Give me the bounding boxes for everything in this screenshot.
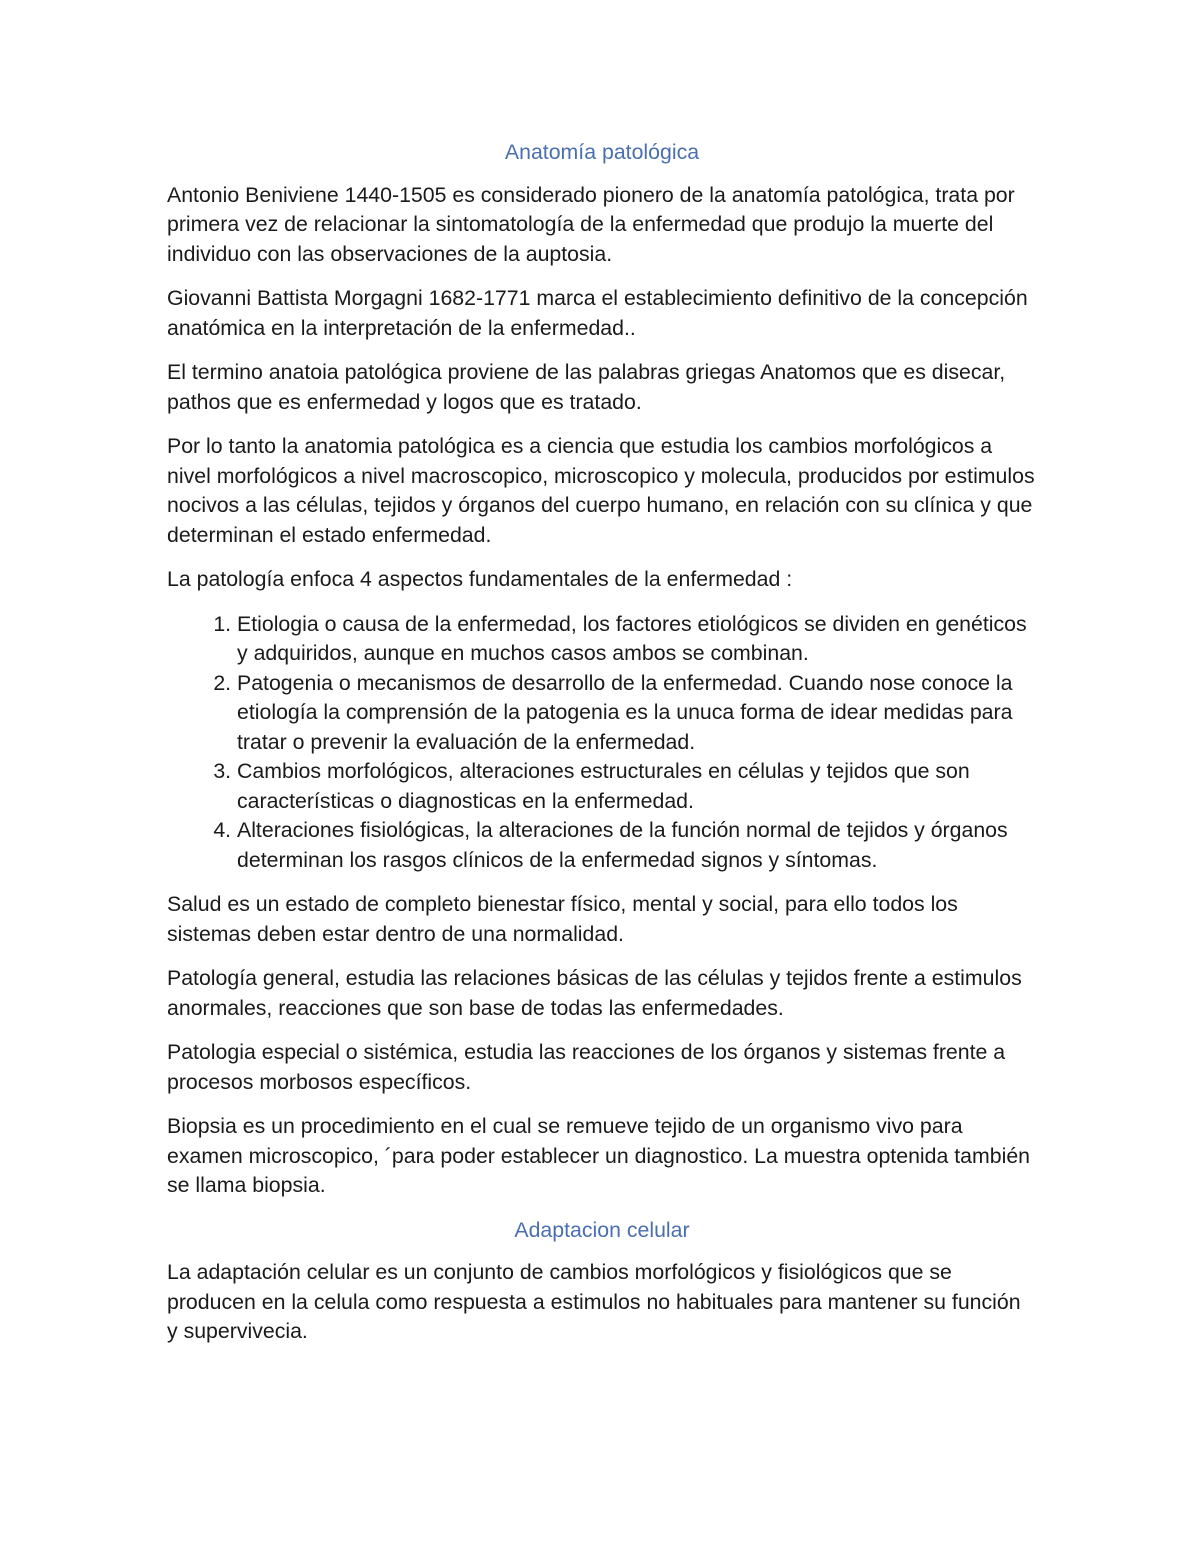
paragraph-adaptacion: La adaptación celular es un conjunto de cambios morfológicos y fisiológicos que se producen en la celula como respuesta a estimulos no habituales para mantener su función y supervivecia. bbox=[167, 1260, 1021, 1343]
paragraph-etymology: El termino anatoia patológica proviene de las palabras griegas Anatomos que es disecar, pathos que es enfermedad y logos que es tratado. bbox=[167, 360, 1006, 414]
list-item: 1. Etiologia o causa de la enfermedad, los factores etiológicos se dividen en genéticos y adquiridos, aunque en muchos casos ambos se combinan. bbox=[237, 610, 1037, 669]
paragraph-biopsia: Biopsia es un procedimiento en el cual se remueve tejido de un organismo vivo para examen microscopico, ´para poder establecer un diagnostico. La muestra optenida también se llama biopsia. bbox=[167, 1114, 1031, 1197]
list-item: 4. Alteraciones fisiológicas, la alteraciones de la función normal de tejidos y órganos determinan los rasgos clínicos de la enfermedad signos y síntomas. bbox=[237, 816, 1037, 875]
section-subtitle: Adaptacion celular bbox=[514, 1217, 690, 1242]
aspects-list bbox=[167, 610, 1037, 876]
list-item: 2. Patogenia o mecanismos de desarrollo de la enfermedad. Cuando nose conoce la etiología la comprensión de la patogenia es la unuca forma de idear medidas para tratar o prevenir la evaluación de la enfermedad. bbox=[237, 669, 1037, 758]
paragraph-morgagni: Giovanni Battista Morgagni 1682-1771 marca el establecimiento definitivo de la concepción anatómica en la interpretación de la enfermedad.. bbox=[167, 286, 1028, 340]
paragraph-patologia-general: Patología general, estudia las relaciones básicas de las células y tejidos frente a estimulos anormales, reacciones que son base de todas las enfermedades. bbox=[167, 966, 1022, 1020]
document-title: Anatomía patológica bbox=[504, 140, 700, 164]
paragraph-definition: Por lo tanto la anatomia patológica es a ciencia que estudia los cambios morfológicos a nivel morfológicos a nivel macroscopico, microscopico y molecula, producidos por estimulos nocivos a las células, tejidos y órganos del cuerpo humano, en relación con su clínica y que determinan el estado enfermedad. bbox=[167, 434, 1035, 547]
paragraph-salud: Salud es un estado de completo bienestar físico, mental y social, para ello todos los sistemas deben estar dentro de una normalidad. bbox=[167, 892, 958, 946]
paragraph-aspects-intro: La patología enfoca 4 aspectos fundamentales de la enfermedad : bbox=[167, 567, 793, 591]
paragraph-patologia-especial: Patologia especial o sistémica, estudia las reacciones de los órganos y sistemas frente a procesos morbosos específicos. bbox=[167, 1040, 1006, 1094]
list-item: 3. Cambios morfológicos, alteraciones estructurales en células y tejidos que son características o diagnosticas en la enfermedad. bbox=[237, 757, 1037, 816]
paragraph-beniviene: Antonio Beniviene 1440-1505 es considerado pionero de la anatomía patológica, trata por primera vez de relacionar la sintomatología de la enfermedad que produjo la muerte del individuo con las observaciones de la auptosia. bbox=[167, 182, 1015, 266]
document-body bbox=[167, 138, 1037, 1362]
